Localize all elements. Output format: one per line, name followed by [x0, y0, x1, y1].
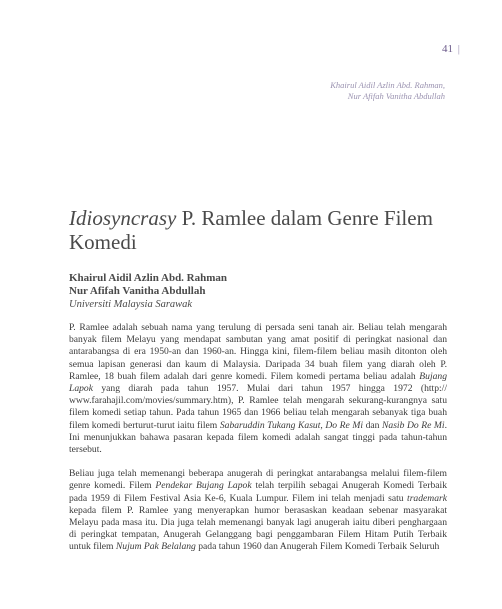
text-segment: Beliau juga telah memenangi beberapa anugerah di peringkat antarabangsa melalui filem-filem genre komedi. Filem [69, 468, 447, 492]
article-body [69, 322, 447, 566]
text-segment: kepada filem P. Ramlee yang menyerapkan humor berasaskan keadaan sebenar masyarakat Melayu pada masa itu. Dia juga telah memenangi banyak lagi anugerah iaitu diberi penghargaan di peringkat tempatan, Anugerah Gelanggang bagi penggambaran Filem Hitam Putih Terbaik untuk filem [69, 504, 447, 553]
italic-text-segment: Pendekar Bujang Lapok [155, 480, 252, 492]
running-header-authors [330, 80, 445, 102]
text-segment: , [320, 419, 326, 431]
author-affiliation: Universiti Malaysia Sarawak [69, 299, 193, 310]
text-segment: P. Ramlee adalah sebuah nama yang terulung di persada seni tanah air. Beliau telah mengarah banyak filem Melayu yang mendapat sambutan yang amat positif di peringkat nasional dan antarabangsa di era 1950-an dan 1960-an. Hingga kini, filem-filem beliau masih ditonton oleh semua lapisan generasi dan kaum di Malaysia. Daripada 34 buah filem yang diarah oleh P. Ramlee, 18 buah filem adalah dari genre komedi. Filem komedi pertama beliau adalah [69, 322, 447, 382]
italic-text-segment: Sabaruddin Tukang Kasut [219, 419, 321, 431]
author-block [69, 272, 449, 311]
page-number [442, 43, 460, 55]
running-author-2: Nur Afifah Vanitha Abdullah [347, 91, 445, 101]
article-title [69, 206, 449, 254]
italic-text-segment: Nasib Do Re Mi [382, 419, 445, 431]
italic-text-segment: Bujang Lapok [69, 370, 447, 395]
text-segment: . Ini menunjukkan bahawa pasaran kepada filem komedi adalah sangat tinggi pada tahun-tahun tersebut. [69, 419, 447, 456]
italic-text-segment: trademark [407, 492, 447, 504]
text-segment: pada tahun 1960 dan Anugerah Filem Komedi Terbaik Seluruh [195, 541, 440, 553]
author-name-1: Khairul Aidil Azlin Abd. Rahman [69, 272, 228, 284]
text-segment: dan [363, 419, 382, 431]
author-name-2: Nur Afifah Vanitha Abdullah [69, 285, 206, 297]
paragraph [69, 468, 447, 553]
text-segment: yang diarah pada tahun 1957. Mulai dari tahun 1957 hingga 1972 (http:// www.farahajil.com/movies/summary.htm), P. Ramlee telah mengarah sekurang-kurangnya satu filem komedi setiap tahun. Pada tahun 1965 dan 1966 beliau telah mengarah sebanyak tiga buah filem komedi berturut-turut iaitu filem [69, 383, 447, 431]
running-author-1: Khairul Aidil Azlin Abd. Rahman, [330, 80, 445, 90]
page-number-divider: | [455, 43, 460, 55]
paragraph [69, 322, 447, 456]
article-title-rest: P. Ramlee dalam Genre Filem Komedi [69, 206, 433, 254]
italic-text-segment: Nujum Pak Belalang [115, 541, 196, 553]
page-number-value: 41 [442, 43, 454, 55]
article-title-italic: Idiosyncrasy [69, 206, 177, 230]
italic-text-segment: Do Re Mi [325, 419, 364, 431]
text-segment: telah terpilih sebagai Anugerah Komedi Terbaik pada 1959 di Filem Festival Asia Ke-6, Kuala Lumpur. Filem ini telah menjadi satu [69, 480, 448, 504]
